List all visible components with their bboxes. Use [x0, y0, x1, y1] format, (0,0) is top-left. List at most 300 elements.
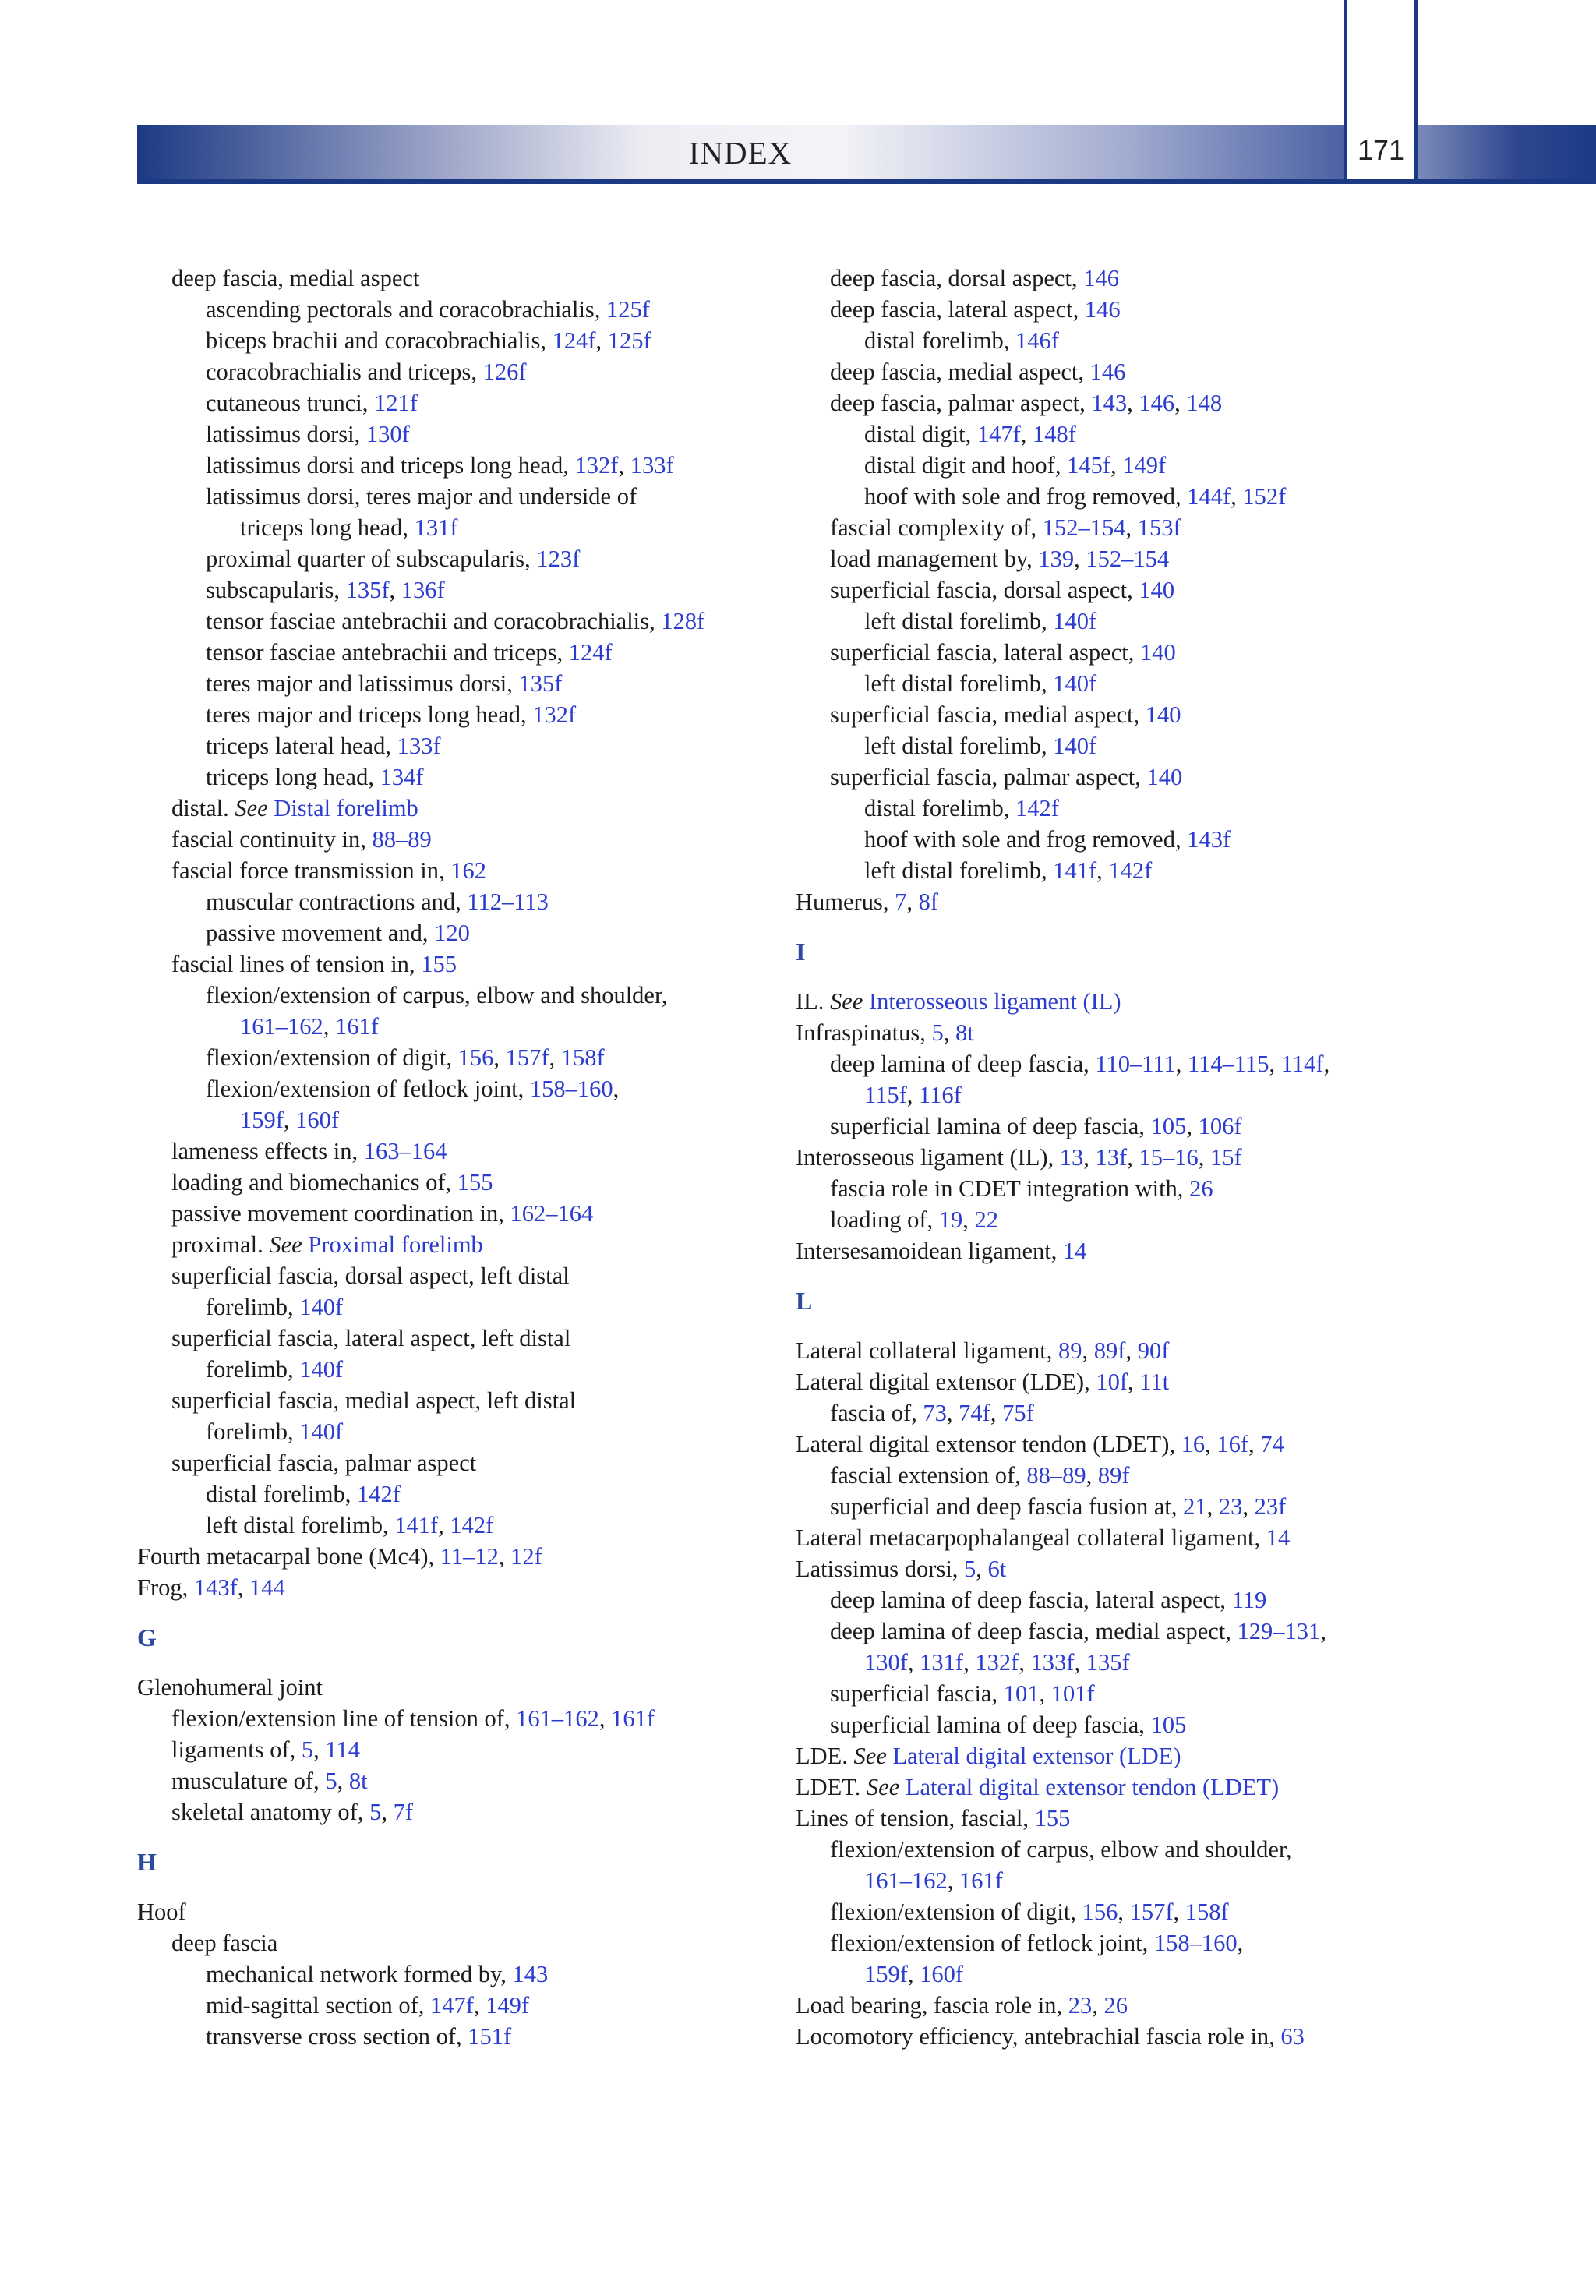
index-entry: Fourth metacarpal bone (Mc4), 11–12, 12f	[137, 1543, 542, 1570]
page-reference-link[interactable]: 159f	[240, 1107, 284, 1133]
page-reference-link[interactable]: 133f	[1030, 1649, 1075, 1676]
index-entry-text: forelimb,	[206, 1294, 300, 1320]
page-reference-link[interactable]: 8t	[955, 1019, 974, 1046]
index-entry-text: distal digit and hoof,	[864, 452, 1068, 479]
see-label: See	[853, 1743, 887, 1769]
page-reference-link[interactable]: 74	[1260, 1431, 1284, 1457]
index-entry: 130f, 131f, 132f, 133f, 135f	[864, 1649, 1130, 1676]
page-reference-link[interactable]: 129–131	[1237, 1618, 1321, 1644]
page-reference-link[interactable]: 15–16	[1139, 1144, 1199, 1171]
page-reference-link[interactable]: 146	[1139, 390, 1175, 416]
index-entry	[137, 1291, 807, 1323]
page-reference-link[interactable]: 135f	[1086, 1649, 1130, 1676]
index-entry: Infraspinatus, 5, 8t	[796, 1019, 974, 1046]
page-reference-link[interactable]: 139	[1038, 546, 1075, 572]
index-entry: Humerus, 7, 8f	[796, 888, 938, 915]
page-reference-link[interactable]: 147f	[976, 421, 1021, 447]
index-entry: 161–162, 161f	[864, 1867, 1003, 1894]
page-reference-link[interactable]: 161f	[335, 1013, 379, 1040]
index-entry-text: superficial fascia, dorsal aspect,	[830, 577, 1139, 603]
index-entry-text: passive movement and,	[206, 920, 435, 946]
index-entry-text: left distal forelimb,	[864, 608, 1054, 634]
page-reference-link[interactable]: 158–160	[529, 1076, 613, 1102]
index-entry-text: flexion/extension of carpus, elbow and shoulder,	[830, 1836, 1292, 1863]
index-entry-text: flexion/extension of fetlock joint,	[206, 1076, 530, 1102]
page-reference-link[interactable]: 158f	[560, 1044, 605, 1071]
index-entry: Latissimus dorsi, 5, 6t	[796, 1556, 1007, 1582]
page-reference-link[interactable]: 131f	[414, 514, 458, 541]
cross-reference-link[interactable]: Interosseous ligament (IL)	[869, 988, 1121, 1015]
page-reference-link[interactable]: 23f	[1254, 1493, 1287, 1520]
page-reference-link[interactable]: 151f	[468, 2023, 512, 2050]
page-reference-link[interactable]: 152–154	[1086, 546, 1170, 572]
index-entry	[137, 1416, 807, 1447]
index-entry	[137, 886, 807, 917]
index-entry-text: tensor fasciae antebrachii and triceps,	[206, 639, 569, 666]
index-entry-text: superficial fascia,	[830, 1680, 1004, 1707]
page-reference-link[interactable]: 157f	[505, 1044, 549, 1071]
index-entry: Interosseous ligament (IL), 13, 13f, 15–16, 15f	[796, 1144, 1242, 1171]
index-entry-text: ligaments of,	[171, 1736, 302, 1763]
page-reference-link[interactable]: 159f	[864, 1961, 908, 1987]
page-reference-link[interactable]: 16f	[1216, 1431, 1249, 1457]
index-entry-text: skeletal anatomy of,	[171, 1799, 370, 1825]
index-entry: mid-sagittal section of, 147f, 149f	[206, 1992, 530, 2019]
index-entry	[796, 356, 1481, 387]
index-entry: Lateral digital extensor (LDE), 10f, 11t	[796, 1369, 1170, 1395]
index-entry-text: superficial fascia, palmar aspect,	[830, 764, 1147, 790]
index-entry-text: Fourth metacarpal bone (Mc4),	[137, 1543, 440, 1570]
index-entry: superficial lamina of deep fascia, 105, 106f	[830, 1113, 1242, 1139]
index-entry: superficial and deep fascia fusion at, 21, 23, 23f	[830, 1493, 1287, 1520]
page-reference-link[interactable]: 125f	[606, 296, 650, 323]
index-entry: Frog, 143f, 144	[137, 1574, 285, 1601]
page-reference-link[interactable]: 124f	[552, 327, 596, 354]
page-reference-link[interactable]: 140	[1146, 764, 1183, 790]
header-band	[137, 125, 1344, 184]
page-reference-link[interactable]: 161f	[959, 1867, 1003, 1894]
index-entry: left distal forelimb, 141f, 142f	[864, 857, 1153, 884]
index-entry: subscapularis, 135f, 136f	[206, 577, 445, 603]
index-entry	[137, 793, 807, 824]
index-entry-text: superficial fascia, dorsal aspect, left distal	[171, 1263, 570, 1289]
index-entry	[137, 1478, 807, 1510]
page-reference-link[interactable]: 13f	[1095, 1144, 1128, 1171]
cross-reference-link[interactable]: Lateral digital extensor (LDE)	[892, 1743, 1181, 1769]
page-reference-link[interactable]: 140	[1139, 577, 1175, 603]
index-entry-text: transverse cross section of,	[206, 2023, 468, 2050]
page-reference-link[interactable]: 140f	[299, 1294, 344, 1320]
index-entry: left distal forelimb, 141f, 142f	[206, 1512, 494, 1538]
page-reference-link[interactable]: 146	[1084, 296, 1121, 323]
page-reference-link[interactable]: 160f	[295, 1107, 340, 1133]
page-reference-link[interactable]: 162	[450, 857, 487, 884]
index-entry	[796, 761, 1481, 793]
cross-reference-link[interactable]: Distal forelimb	[274, 795, 418, 821]
page-reference-link[interactable]: 63	[1280, 2023, 1305, 2050]
index-entry-text: deep lamina of deep fascia, lateral aspect,	[830, 1587, 1232, 1613]
page-reference-link[interactable]: 144f	[1187, 483, 1231, 510]
page-reference-link[interactable]: 135f	[345, 577, 390, 603]
index-entry	[796, 1709, 1481, 1740]
index-entry-text: fascial continuity in,	[171, 826, 373, 853]
page-reference-link[interactable]: 141f	[1053, 857, 1097, 884]
page-reference-link[interactable]: 110–111	[1095, 1051, 1176, 1077]
page-reference-link[interactable]: 88–89	[1026, 1462, 1086, 1489]
index-entry-text: left distal forelimb,	[864, 857, 1054, 884]
page-reference-link[interactable]: 155	[457, 1169, 493, 1196]
index-entry-text: deep fascia, lateral aspect,	[830, 296, 1085, 323]
page-reference-link[interactable]: 14	[1266, 1524, 1291, 1551]
section-letter-heading: I	[796, 938, 806, 966]
page-reference-link[interactable]: 161f	[611, 1705, 655, 1732]
index-entry	[137, 1447, 807, 1478]
index-entry-text: forelimb,	[206, 1418, 300, 1445]
index-entry	[137, 263, 807, 294]
index-entry: fascial extension of, 88–89, 89f	[830, 1462, 1130, 1489]
page-reference-link[interactable]: 131f	[920, 1649, 964, 1676]
page-reference-link[interactable]: 89	[1058, 1337, 1082, 1364]
index-entry: flexion/extension line of tension of, 161–162, 161f	[171, 1705, 655, 1732]
index-entry-text: ascending pectorals and coracobrachialis,	[206, 296, 607, 323]
page-reference-link[interactable]: 158–160	[1153, 1930, 1238, 1956]
page-reference-link[interactable]: 88–89	[372, 826, 432, 853]
page-reference-link[interactable]: 89f	[1093, 1337, 1126, 1364]
page-reference-link[interactable]: 157f	[1129, 1899, 1174, 1925]
index-entry	[137, 419, 807, 450]
index-entry: distal digit and hoof, 145f, 149f	[864, 452, 1167, 479]
index-entry	[137, 2021, 807, 2052]
page-reference-link[interactable]: 8t	[348, 1768, 368, 1794]
index-entry-text: teres major and latissimus dorsi,	[206, 670, 519, 697]
index-entry	[796, 1771, 1481, 1803]
page-reference-link[interactable]: 143f	[1187, 826, 1231, 853]
index-entry-text: deep fascia, medial aspect	[171, 265, 420, 291]
index-entry-text: deep fascia	[171, 1930, 278, 1956]
index-entry	[796, 793, 1481, 824]
page-reference-link[interactable]: 163–164	[363, 1138, 447, 1164]
page-reference-link[interactable]: 114–115	[1188, 1051, 1269, 1077]
section-gap	[796, 1266, 1481, 1285]
page-reference-link[interactable]: 26	[1103, 1992, 1128, 2019]
index-entry: flexion/extension of digit, 156, 157f, 158f	[830, 1899, 1229, 1925]
page-reference-link[interactable]: 114f	[1280, 1051, 1324, 1077]
index-entry	[796, 1584, 1481, 1616]
page-reference-link[interactable]: 119	[1231, 1587, 1267, 1613]
page-reference-link[interactable]: 147f	[430, 1992, 474, 2019]
page-reference-link[interactable]: 14	[1063, 1238, 1087, 1264]
index-entry-text: load management by,	[830, 546, 1039, 572]
index-entry	[796, 606, 1481, 637]
page-reference-link[interactable]: 142f	[450, 1512, 494, 1538]
index-entry	[796, 637, 1481, 668]
index-entry-text: left distal forelimb,	[864, 670, 1054, 697]
index-entry	[137, 356, 807, 387]
index-entry-text: forelimb,	[206, 1356, 300, 1383]
index-entry-text: fascial complexity of,	[830, 514, 1043, 541]
index-entry-text: deep lamina of deep fascia, medial aspect,	[830, 1618, 1238, 1644]
index-entry: musculature of, 5, 8t	[171, 1768, 368, 1794]
index-entry	[137, 1672, 807, 1703]
index-entry-text: flexion/extension of digit,	[830, 1899, 1082, 1925]
index-entry	[796, 824, 1481, 855]
index-entry-text: cutaneous trunci,	[206, 390, 374, 416]
page-reference-link[interactable]: 161–162	[864, 1867, 948, 1894]
page-reference-link[interactable]: 5	[964, 1556, 976, 1582]
page-reference-link[interactable]: 5	[931, 1019, 944, 1046]
index-entry-text: Infraspinatus,	[796, 1019, 932, 1046]
page-reference-link[interactable]: 156	[1082, 1899, 1118, 1925]
index-entry-text: tensor fasciae antebrachii and coracobrachialis,	[206, 608, 662, 634]
page-reference-link[interactable]: 146	[1089, 359, 1126, 385]
page-reference-link[interactable]: 26	[1189, 1175, 1213, 1202]
page-reference-link[interactable]: 149f	[1122, 452, 1167, 479]
page-reference-link[interactable]: 152f	[1242, 483, 1287, 510]
page-reference-link[interactable]: 143	[1091, 390, 1128, 416]
index-entry-text: fascial extension of,	[830, 1462, 1027, 1489]
page-reference-link[interactable]: 5	[301, 1736, 314, 1763]
index-entry-text: flexion/extension line of tension of,	[171, 1705, 517, 1732]
index-entry	[137, 1260, 807, 1291]
index-entry-text: distal forelimb,	[864, 795, 1015, 821]
page-reference-link[interactable]: 19	[938, 1206, 963, 1233]
index-entry: load management by, 139, 152–154	[830, 546, 1170, 572]
index-entry: Load bearing, fascia role in, 23, 26	[796, 1992, 1128, 2019]
index-entry-text: hoof with sole and frog removed,	[864, 826, 1188, 853]
page-reference-link[interactable]: 149f	[486, 1992, 530, 2019]
index-entry-text: Lateral collateral ligament,	[796, 1337, 1059, 1364]
section-letter-heading: H	[137, 1848, 157, 1876]
page-reference-link[interactable]: 143f	[193, 1574, 238, 1601]
page-reference-link[interactable]: 13	[1059, 1144, 1084, 1171]
index-entry: flexion/extension of digit, 156, 157f, 158f	[206, 1044, 605, 1071]
page-reference-link[interactable]: 130f	[864, 1649, 908, 1676]
index-entry: biceps brachii and coracobrachialis, 124f, 125f	[206, 327, 651, 354]
index-entry	[137, 1136, 807, 1167]
index-entry	[137, 1959, 807, 1990]
page-reference-link[interactable]: 21	[1183, 1493, 1207, 1520]
page-reference-link[interactable]: 23	[1068, 1992, 1093, 2019]
index-entry-text: fascia role in CDET integration with,	[830, 1175, 1190, 1202]
index-entry-text: mechanical network formed by,	[206, 1961, 513, 1987]
page-reference-link[interactable]: 105	[1150, 1113, 1187, 1139]
index-entry-text: Lateral digital extensor tendon (LDET),	[796, 1431, 1181, 1457]
index-entry-text: distal.	[171, 795, 235, 821]
index-entry: 159f, 160f	[240, 1107, 340, 1133]
page-reference-link[interactable]: 152–154	[1042, 514, 1126, 541]
page-reference-link[interactable]: 146f	[1015, 327, 1059, 354]
page-reference-link[interactable]: 16	[1181, 1431, 1206, 1457]
index-entry-text: Load bearing, fascia role in,	[796, 1992, 1068, 2019]
page-reference-link[interactable]: 105	[1150, 1711, 1187, 1738]
section-letter-heading: L	[796, 1287, 813, 1315]
index-entry-text: flexion/extension of carpus, elbow and shoulder,	[206, 982, 668, 1008]
page-reference-link[interactable]: 148	[1186, 390, 1223, 416]
page-reference-link[interactable]: 133f	[397, 733, 441, 759]
page-reference-link[interactable]: 125f	[607, 327, 651, 354]
index-entry	[137, 1167, 807, 1198]
page-reference-link[interactable]: 136f	[401, 577, 445, 603]
page-reference-link[interactable]: 112–113	[467, 888, 549, 915]
page-reference-link[interactable]: 142f	[1108, 857, 1153, 884]
page-reference-link[interactable]: 141f	[394, 1512, 439, 1538]
page-reference-link[interactable]: 121f	[373, 390, 418, 416]
page-reference-link[interactable]: 6t	[987, 1556, 1007, 1582]
index-entry: hoof with sole and frog removed, 144f, 152f	[864, 483, 1287, 510]
page-reference-link[interactable]: 7f	[393, 1799, 414, 1825]
index-entry-text: deep fascia, palmar aspect,	[830, 390, 1092, 416]
index-entry	[796, 294, 1481, 325]
page-reference-link[interactable]: 116f	[919, 1082, 962, 1108]
page-reference-link[interactable]: 132f	[574, 452, 619, 479]
page-reference-link[interactable]: 161–162	[516, 1705, 599, 1732]
index-entry-text: subscapularis,	[206, 577, 346, 603]
page-reference-link[interactable]: 144	[249, 1574, 285, 1601]
section-gap	[137, 1828, 807, 1846]
page-reference-link[interactable]: 11t	[1139, 1369, 1170, 1395]
page-reference-link[interactable]: 148f	[1033, 421, 1076, 447]
page-reference-link[interactable]: 161–162	[240, 1013, 323, 1040]
page-reference-link[interactable]: 74f	[959, 1400, 990, 1426]
page-reference-link[interactable]: 140	[1145, 701, 1181, 728]
page-reference-link[interactable]: 10f	[1096, 1369, 1128, 1395]
index-entry	[137, 481, 807, 512]
page-reference-link[interactable]: 123f	[536, 546, 581, 572]
cross-reference-link[interactable]: Proximal forelimb	[308, 1231, 483, 1258]
index-entry-text: fascial lines of tension in,	[171, 951, 422, 977]
index-entry-text: Lateral metacarpophalangeal collateral ligament,	[796, 1524, 1266, 1551]
index-entry-text: distal forelimb,	[206, 1481, 357, 1507]
index-entry	[796, 1803, 1481, 1834]
page-reference-link[interactable]: 128f	[661, 608, 705, 634]
page-reference-link[interactable]: 8f	[918, 888, 938, 915]
index-entry-text: superficial and deep fascia fusion at,	[830, 1493, 1184, 1520]
page-reference-link[interactable]: 143	[512, 1961, 549, 1987]
index-entry: ligaments of, 5, 114	[171, 1736, 360, 1763]
index-entry: loading of, 19, 22	[830, 1206, 999, 1233]
page-reference-link[interactable]: 155	[421, 951, 457, 977]
page-number: 171	[1357, 134, 1405, 166]
index-entry-text: proximal.	[171, 1231, 270, 1258]
page-reference-link[interactable]: 15f	[1209, 1144, 1242, 1171]
index-entry: superficial fascia, 101, 101f	[830, 1680, 1095, 1707]
index-entry-text: Glenohumeral joint	[137, 1674, 323, 1701]
page-reference-link[interactable]: 133f	[630, 452, 674, 479]
index-entry-text: deep lamina of deep fascia,	[830, 1051, 1096, 1077]
index-entry-text: superficial lamina of deep fascia,	[830, 1113, 1151, 1139]
page-reference-link[interactable]: 75f	[1002, 1400, 1034, 1426]
page-reference-link[interactable]: 106f	[1198, 1113, 1242, 1139]
index-entry-text: superficial fascia, medial aspect,	[830, 701, 1146, 728]
index-entry: 161–162, 161f	[240, 1013, 379, 1040]
page-reference-link[interactable]: 162–164	[510, 1200, 594, 1227]
index-entry	[137, 761, 807, 793]
page-reference-link[interactable]: 126f	[482, 359, 527, 385]
page-reference-link[interactable]: 23	[1218, 1493, 1243, 1520]
page-reference-link[interactable]: 160f	[920, 1961, 964, 1987]
page-reference-link[interactable]: 146	[1083, 265, 1119, 291]
page-reference-link[interactable]: 142f	[356, 1481, 401, 1507]
page-reference-link[interactable]: 134f	[380, 764, 424, 790]
index-entry	[796, 730, 1481, 761]
index-entry-text: superficial fascia, lateral aspect, left distal	[171, 1325, 571, 1351]
index-entry-text: loading of,	[830, 1206, 939, 1233]
page-reference-link[interactable]: 124f	[568, 639, 613, 666]
index-entry-text: Lateral digital extensor (LDE),	[796, 1369, 1096, 1395]
index-entry	[796, 263, 1481, 294]
index-entry-text: deep fascia, dorsal aspect,	[830, 265, 1084, 291]
page-reference-link[interactable]: 158f	[1185, 1899, 1229, 1925]
page-reference-link[interactable]: 140f	[1053, 733, 1097, 759]
page-reference-link[interactable]: 155	[1034, 1805, 1071, 1832]
page-reference-link[interactable]: 89f	[1097, 1462, 1130, 1489]
index-entry-text: left distal forelimb,	[864, 733, 1054, 759]
index-entry: fascial complexity of, 152–154, 153f	[830, 514, 1181, 541]
page-reference-link[interactable]: 132f	[532, 701, 577, 728]
page-reference-link[interactable]: 145f	[1067, 452, 1110, 479]
index-entry	[796, 1173, 1481, 1204]
index-entry	[137, 699, 807, 730]
page-reference-link[interactable]: 101	[1003, 1680, 1040, 1707]
index-entry-text: latissimus dorsi,	[206, 421, 366, 447]
page-reference-link[interactable]: 7	[895, 888, 907, 915]
page-reference-link[interactable]: 101f	[1050, 1680, 1095, 1707]
page-reference-link[interactable]: 120	[434, 920, 470, 946]
page-reference-link[interactable]: 140	[1139, 639, 1176, 666]
page-reference-link[interactable]: 140f	[1053, 608, 1097, 634]
page-reference-link[interactable]: 132f	[975, 1649, 1019, 1676]
page-reference-link[interactable]: 11–12	[440, 1543, 499, 1570]
page-reference-link[interactable]: 22	[974, 1206, 999, 1233]
page-reference-link[interactable]: 140f	[299, 1356, 344, 1383]
index-entry-text: muscular contractions and,	[206, 888, 468, 915]
page-reference-link[interactable]: 142f	[1015, 795, 1059, 821]
page-reference-link[interactable]: 5	[325, 1768, 337, 1794]
index-entry	[137, 917, 807, 948]
page-reference-link[interactable]: 135f	[518, 670, 563, 697]
index-entry	[137, 1323, 807, 1354]
index-entry	[137, 1927, 807, 1959]
page-reference-link[interactable]: 115f	[864, 1082, 907, 1108]
index-entry-text: Frog,	[137, 1574, 194, 1601]
page-reference-link[interactable]: 140f	[1053, 670, 1097, 697]
index-entry	[796, 1740, 1481, 1771]
page-reference-link[interactable]: 12f	[510, 1543, 542, 1570]
page-reference-link[interactable]: 153f	[1137, 514, 1181, 541]
page-reference-link[interactable]: 5	[369, 1799, 382, 1825]
index-entry-text: flexion/extension of fetlock joint,	[830, 1930, 1154, 1956]
page-reference-link[interactable]: 156	[457, 1044, 494, 1071]
cross-reference-link[interactable]: Lateral digital extensor tendon (LDET)	[905, 1774, 1280, 1800]
index-entry-text: lameness effects in,	[171, 1138, 364, 1164]
index-entry	[137, 606, 807, 637]
page-reference-link[interactable]: 90f	[1137, 1337, 1170, 1364]
page-reference-link[interactable]: 140f	[299, 1418, 344, 1445]
index-entry: deep lamina of deep fascia, 110–111, 114–115, 114f,	[830, 1051, 1330, 1077]
index-entry	[137, 668, 807, 699]
index-entry: flexion/extension of fetlock joint, 158–160,	[830, 1930, 1244, 1956]
index-entry: skeletal anatomy of, 5, 7f	[171, 1799, 414, 1825]
index-entry	[796, 325, 1481, 356]
index-entry-text: teres major and triceps long head,	[206, 701, 533, 728]
page-reference-link[interactable]: 114	[325, 1736, 360, 1763]
index-entry-text: distal digit,	[864, 421, 977, 447]
index-entry-text: left distal forelimb,	[206, 1512, 395, 1538]
index-entry: 115f, 116f	[864, 1082, 962, 1108]
page-reference-link[interactable]: 130f	[365, 421, 410, 447]
page-reference-link[interactable]: 73	[923, 1400, 947, 1426]
index-entry-text: Interosseous ligament (IL),	[796, 1144, 1060, 1171]
